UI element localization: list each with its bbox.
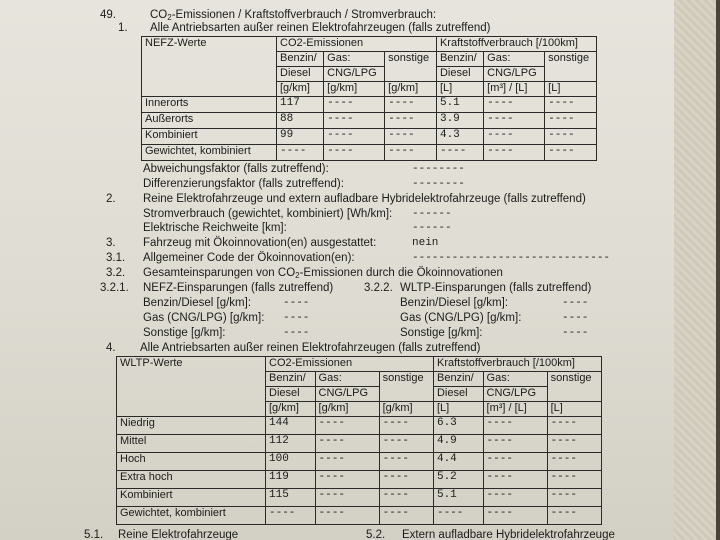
cell: ---- xyxy=(547,417,601,435)
col-header: sonstige xyxy=(545,52,597,82)
stromverbrauch-value: ------ xyxy=(412,208,452,220)
abweichungsfaktor-value: -------- xyxy=(412,163,465,175)
col-header: [m³] / [L] xyxy=(484,82,545,97)
row-label: Gewichtet, kombiniert xyxy=(142,145,277,161)
col-header: [L] xyxy=(545,82,597,97)
col-header: [m³] / [L] xyxy=(483,402,547,417)
cell: ---- xyxy=(324,113,385,129)
cell: 88 xyxy=(277,113,324,129)
cell: ---- xyxy=(545,113,597,129)
abweichungsfaktor-label: Abweichungsfaktor (falls zutreffend): xyxy=(143,163,329,175)
cell: 5.2 xyxy=(433,471,483,489)
section-4-number: 4. xyxy=(106,342,116,354)
nefz-saving-value: ---- xyxy=(283,312,310,324)
cell: 4.9 xyxy=(433,435,483,453)
col-header: [g/km] xyxy=(385,82,437,97)
reichweite-label: Elektrische Reichweite [km]: xyxy=(143,222,287,234)
cell: ---- xyxy=(483,471,547,489)
col-header: Gas: xyxy=(315,372,379,387)
table-row xyxy=(117,453,602,471)
section-5-1-number: 5.1. xyxy=(84,529,104,540)
table-row xyxy=(117,471,602,489)
cell: ---- xyxy=(315,489,379,507)
section-49-number: 49. xyxy=(100,9,116,21)
cell: ---- xyxy=(545,145,597,161)
section-3-2-1-number: 3.2.1. xyxy=(100,282,129,294)
cell: ---- xyxy=(484,145,545,161)
wltp-saving-label: Benzin/Diesel [g/km]: xyxy=(400,297,509,309)
cell: ---- xyxy=(436,145,483,161)
table-row xyxy=(142,145,597,161)
col-header: sonstige xyxy=(385,52,437,82)
cell: ---- xyxy=(484,113,545,129)
section-2-title: Reine Elektrofahrzeuge und extern aufladbare Hybridelektrofahrzeuge (falls zutreffend) xyxy=(143,193,586,205)
stromverbrauch-label: Stromverbrauch (gewichtet, kombiniert) [Wh/km]: xyxy=(143,208,393,220)
section-3-2-1-title: NEFZ-Einsparungen (falls zutreffend) xyxy=(143,282,334,294)
nefz-header-label: NEFZ-Werte xyxy=(142,37,277,97)
cell: ---- xyxy=(547,507,601,525)
col-header: [g/km] xyxy=(266,402,316,417)
col-header: CNG/LPG xyxy=(484,67,545,82)
nefz-saving-label: Gas (CNG/LPG) [g/km]: xyxy=(143,312,265,324)
cell: 6.3 xyxy=(433,417,483,435)
section-3-2-number: 3.2. xyxy=(106,267,126,279)
cell: ---- xyxy=(315,435,379,453)
cell: ---- xyxy=(315,471,379,489)
cell: ---- xyxy=(483,453,547,471)
section-3-label: Fahrzeug mit Ökoinnovation(en) ausgestattet: xyxy=(143,237,377,249)
col-header: Gas: xyxy=(324,52,385,67)
cell: 115 xyxy=(266,489,316,507)
section-2-number: 2. xyxy=(106,193,116,205)
cell: ---- xyxy=(385,145,437,161)
col-header: [L] xyxy=(433,402,483,417)
cell: 5.1 xyxy=(433,489,483,507)
wltp-header-co2: CO2-Emissionen xyxy=(266,357,434,372)
col-header: [g/km] xyxy=(315,402,379,417)
col-header: Diesel xyxy=(433,387,483,402)
section-1-number: 1. xyxy=(118,22,128,34)
cell: ---- xyxy=(484,129,545,145)
wltp-header-label: WLTP-Werte xyxy=(117,357,266,417)
wltp-table xyxy=(116,356,602,525)
table-row xyxy=(142,113,597,129)
cell: ---- xyxy=(483,489,547,507)
cell: ---- xyxy=(484,97,545,113)
cell: ---- xyxy=(379,435,433,453)
section-3-1-label: Allgemeiner Code der Ökoinnovation(en): xyxy=(143,252,355,264)
section-3-1-value: ------------------------------ xyxy=(412,252,611,264)
table-row xyxy=(142,129,597,145)
differenzierungsfaktor-label: Differenzierungsfaktor (falls zutreffend): xyxy=(143,178,344,190)
wltp-saving-value: ---- xyxy=(562,297,589,309)
row-label: Extra hoch xyxy=(117,471,266,489)
cell: ---- xyxy=(483,507,547,525)
wltp-saving-label: Sonstige [g/km]: xyxy=(400,327,483,339)
col-header: [g/km] xyxy=(324,82,385,97)
table-row xyxy=(142,97,597,113)
cell: 5.1 xyxy=(436,97,483,113)
cell: 119 xyxy=(266,471,316,489)
col-header: CNG/LPG xyxy=(483,387,547,402)
section-3-2-label: Gesamteinsparungen von $CO_2$-Emissionen durch die Ökoinnovationen xyxy=(143,267,503,280)
differenzierungsfaktor-value: -------- xyxy=(412,178,465,190)
section-5-1-title: Reine Elektrofahrzeuge xyxy=(118,529,239,540)
cell: ---- xyxy=(483,417,547,435)
row-label: Mittel xyxy=(117,435,266,453)
col-header: sonstige xyxy=(379,372,433,402)
section-3-2-2-title: WLTP-Einsparungen (falls zutreffend) xyxy=(400,282,592,294)
section-4-title: Alle Antriebsarten außer reinen Elektrofahrzeugen (falls zutreffend) xyxy=(140,342,481,354)
nefz-saving-value: ---- xyxy=(283,297,310,309)
col-header: [g/km] xyxy=(277,82,324,97)
cell: ---- xyxy=(315,507,379,525)
cell: ---- xyxy=(547,435,601,453)
cell: ---- xyxy=(385,113,437,129)
section-3-value: nein xyxy=(412,237,439,249)
col-header: Diesel xyxy=(266,387,316,402)
col-header: Diesel xyxy=(436,67,483,82)
wltp-saving-value: ---- xyxy=(562,327,589,339)
cell: ---- xyxy=(545,129,597,145)
col-header: CNG/LPG xyxy=(315,387,379,402)
section-49-title: $CO_2$-Emissionen / Kraftstoffverbrauch / Stromverbrauch: xyxy=(150,9,437,22)
cell: ---- xyxy=(324,129,385,145)
row-label: Gewichtet, kombiniert xyxy=(117,507,266,525)
cell: ---- xyxy=(379,507,433,525)
cell: 4.3 xyxy=(436,129,483,145)
col-header: Benzin/ xyxy=(266,372,316,387)
table-row xyxy=(117,489,602,507)
col-header: [L] xyxy=(436,82,483,97)
cell: ---- xyxy=(547,471,601,489)
nefz-header-kraftstoff: Kraftstoffverbrauch [/100km] xyxy=(436,37,596,52)
cell: ---- xyxy=(379,471,433,489)
cell: 144 xyxy=(266,417,316,435)
reichweite-value: ------ xyxy=(412,222,452,234)
cell: ---- xyxy=(379,417,433,435)
cell: ---- xyxy=(324,145,385,161)
cell: 117 xyxy=(277,97,324,113)
col-header: [L] xyxy=(547,402,601,417)
col-header: Diesel xyxy=(277,67,324,82)
cell: ---- xyxy=(315,453,379,471)
cell: ---- xyxy=(379,489,433,507)
table-row xyxy=(117,507,602,525)
cell: ---- xyxy=(483,435,547,453)
row-label: Innerorts xyxy=(142,97,277,113)
col-header: Gas: xyxy=(483,372,547,387)
cell: ---- xyxy=(547,489,601,507)
cell: ---- xyxy=(547,453,601,471)
cell: ---- xyxy=(315,417,379,435)
nefz-saving-label: Benzin/Diesel [g/km]: xyxy=(143,297,252,309)
table-row xyxy=(117,435,602,453)
row-label: Hoch xyxy=(117,453,266,471)
col-header: CNG/LPG xyxy=(324,67,385,82)
wltp-saving-value: ---- xyxy=(562,312,589,324)
wltp-header-kraftstoff: Kraftstoffverbrauch [/100km] xyxy=(433,357,601,372)
section-3-2-2-number: 3.2.2. xyxy=(364,282,393,294)
background-fabric xyxy=(674,0,716,540)
cell: 3.9 xyxy=(436,113,483,129)
nefz-saving-value: ---- xyxy=(283,327,310,339)
section-3-number: 3. xyxy=(106,237,116,249)
cell: ---- xyxy=(379,453,433,471)
cell: ---- xyxy=(266,507,316,525)
cell: 112 xyxy=(266,435,316,453)
col-header: Gas: xyxy=(484,52,545,67)
row-label: Niedrig xyxy=(117,417,266,435)
row-label: Kombiniert xyxy=(117,489,266,507)
cell: ---- xyxy=(277,145,324,161)
cell: ---- xyxy=(433,507,483,525)
section-1-title: Alle Antriebsarten außer reinen Elektrofahrzeugen (falls zutreffend) xyxy=(150,22,491,34)
nefz-saving-label: Sonstige [g/km]: xyxy=(143,327,226,339)
cell: ---- xyxy=(385,129,437,145)
row-label: Kombiniert xyxy=(142,129,277,145)
section-3-1-number: 3.1. xyxy=(106,252,126,264)
col-header: sonstige xyxy=(547,372,601,402)
col-header: [g/km] xyxy=(379,402,433,417)
wltp-saving-label: Gas (CNG/LPG) [g/km]: xyxy=(400,312,522,324)
section-5-2-number: 5.2. xyxy=(366,529,386,540)
cell: 99 xyxy=(277,129,324,145)
col-header: Benzin/ xyxy=(436,52,483,67)
cell: ---- xyxy=(545,97,597,113)
cell: ---- xyxy=(324,97,385,113)
nefz-table xyxy=(141,36,597,161)
table-row xyxy=(117,417,602,435)
row-label: Außerorts xyxy=(142,113,277,129)
nefz-header-co2: CO2-Emissionen xyxy=(277,37,437,52)
cell: ---- xyxy=(385,97,437,113)
cell: 100 xyxy=(266,453,316,471)
col-header: Benzin/ xyxy=(433,372,483,387)
cell: 4.4 xyxy=(433,453,483,471)
col-header: Benzin/ xyxy=(277,52,324,67)
section-5-2-title: Extern aufladbare Hybridelektrofahrzeuge xyxy=(402,529,615,540)
